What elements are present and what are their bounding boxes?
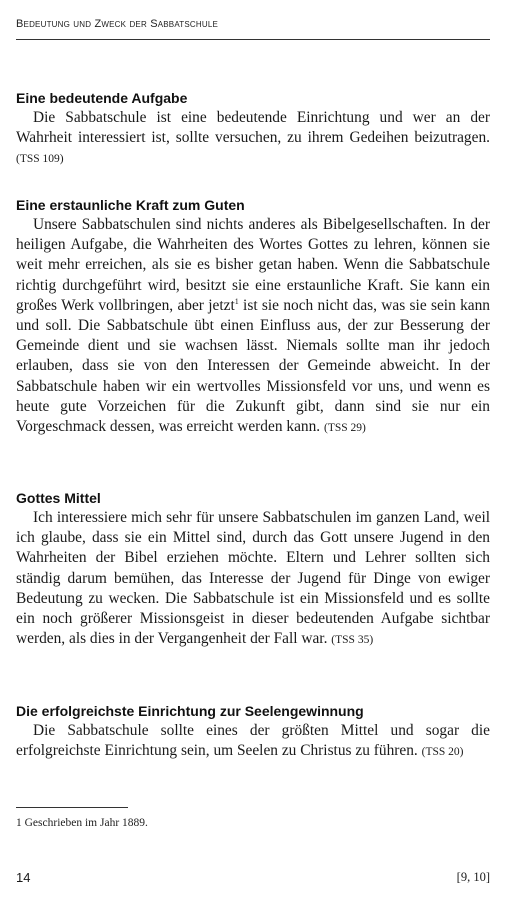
paragraph-text: Unsere Sabbatschulen sind nichts anderes als Bibelgesellschaften. In der heiligen Aufgabe, die Wahrheiten des Wortes Gottes zu lehren, können sie weit mehr erreichen, als sie es bisher getan haben. Wenn die Sabbatschule richtig durchgeführt wird, besitzt sie eine erstaunliche Kraft. Sie kann ein großes Werk vollbringen, aber jetzt (16, 216, 490, 314)
paragraph-text: Ich interessiere mich sehr für unsere Sabbatschulen im ganzen Land, weil ich glaube, dass sie ein Mittel sind, durch das Gott unsere Jugend in den Wahrheiten der Bibel erziehen möchte. Eltern und Lehrer sollten sich ständig darum bemühen, das Interesse der Jugend für Dinge von ewiger Bedeutung zu wecken. Die Sabbatschule ist ein Missionsfeld und es sollte ein noch größerer Missionsgeist in dieser bedeutenden Aufgabe sichtbar werden, als dies in der Vergangenheit der Fall war. (16, 509, 490, 648)
header-rule (16, 39, 490, 40)
footnote: 1 Geschrieben im Jahr 1889. (16, 817, 148, 829)
source-citation: (TSS 109) (16, 153, 64, 166)
source-citation: (TSS 20) (421, 746, 464, 759)
paragraph-text: Die Sabbatschule ist eine bedeutende Einrichtung und wer an der Wahrheit interessiert ist, sollte versuchen, zu ihrem Gedeihen beizutragen. (16, 109, 490, 147)
section-paragraph (16, 215, 490, 438)
footnote-rule (16, 807, 128, 808)
running-head: Bedeutung und Zweck der Sabbatschule (16, 18, 219, 30)
source-citation: (TSS 29) (324, 422, 366, 435)
source-citation: (TSS 35) (331, 634, 374, 647)
page-references: [9, 10] (456, 870, 490, 884)
section-heading: Eine erstaunliche Kraft zum Guten (16, 197, 245, 213)
section-erstaunliche-kraft (16, 195, 490, 438)
section-heading: Gottes Mittel (16, 490, 101, 506)
footnote-reference: 1 (234, 296, 239, 306)
paragraph-text-continued: ist sie noch nicht das, was sie sein kann und soll. Die Sabbatschule übt einen Einfluss aus, der zur Besserung der Gemeinde dient und sie wachsen lässt. Niemals sollte man ihr jedoch erlauben, dass sie von den Interessen der Gemeinde abweicht. In der Sabbatschule haben wir ein wertvolles Missionsfeld vor uns, und wenn es heute gute Vorzeichen für die Zukunft gibt, dann sind sie nur ein Vorgeschmack dessen, was erreicht werden kann. (16, 296, 490, 436)
section-eine-bedeutende-aufgabe (16, 88, 490, 170)
page-number: 14 (16, 870, 31, 885)
section-paragraph (16, 108, 490, 170)
paragraph-text: Die Sabbatschule sollte eines der größten Mittel und sogar die erfolgreichste Einrichtung sein, um Seelen zu Christus zu führen. (16, 722, 490, 760)
section-erfolgreichste-einrichtung (16, 701, 490, 762)
section-heading: Die erfolgreichste Einrichtung zur Seelengewinnung (16, 703, 364, 719)
section-paragraph (16, 721, 490, 762)
section-paragraph (16, 508, 490, 650)
section-gottes-mittel (16, 488, 490, 650)
section-heading: Eine bedeutende Aufgabe (16, 90, 188, 106)
